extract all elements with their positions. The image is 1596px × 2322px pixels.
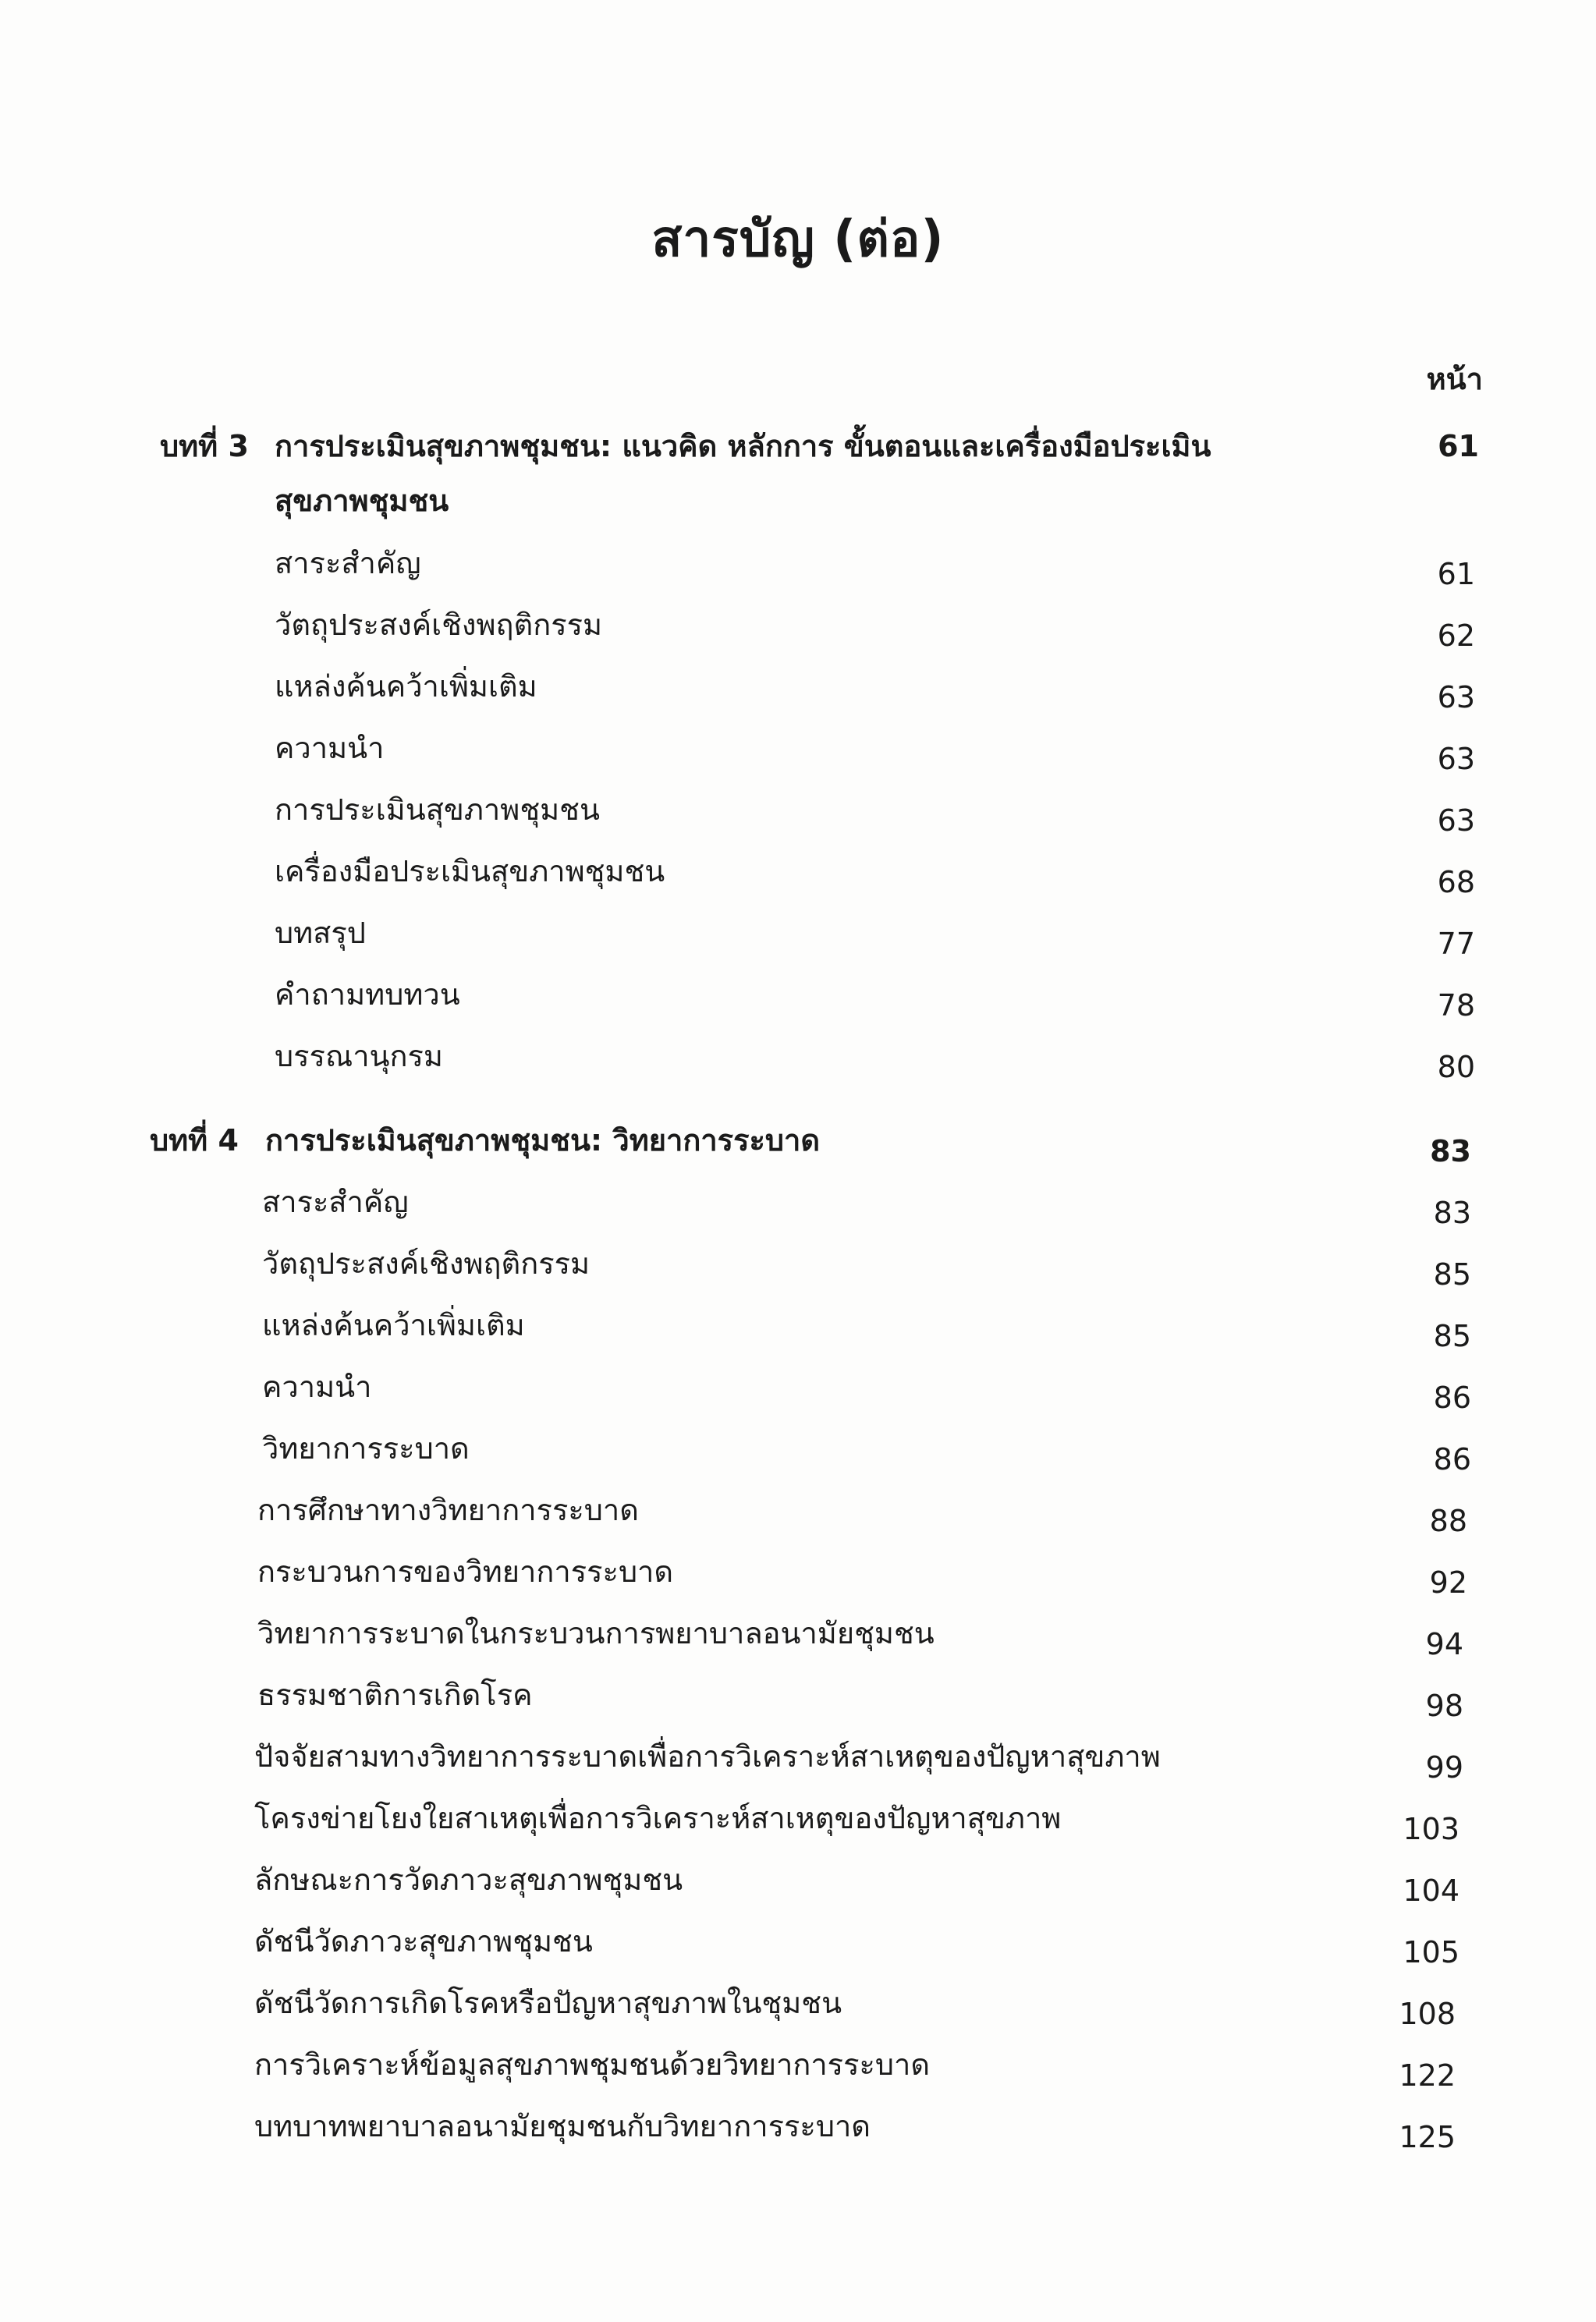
- entry-label: ปัจจัยสามทางวิทยาการระบาดเพื่อการวิเคราะห์สาเหตุของปัญหาสุขภาพ: [254, 1739, 1161, 1774]
- entry-page: 105: [1403, 1935, 1459, 1969]
- entry-label: สาระสำคัญ: [262, 1185, 409, 1219]
- entry-page: 94: [1425, 1627, 1463, 1661]
- entry-label: วัตถุประสงค์เชิงพฤติกรรม: [275, 608, 603, 642]
- toc-entry: [0, 1431, 1596, 1486]
- toc-entry: [0, 546, 1596, 601]
- chapter-title: การประเมินสุขภาพชุมชน: วิทยาการระบาด: [265, 1123, 821, 1157]
- toc-entry: [0, 1185, 1596, 1239]
- chapter-3-heading: [0, 429, 1596, 484]
- entry-page: 92: [1429, 1565, 1467, 1600]
- entry-page: 86: [1433, 1442, 1471, 1477]
- entry-label: การประเมินสุขภาพชุมชน: [275, 792, 600, 827]
- entry-label: แหล่งค้นคว้าเพิ่มเติม: [275, 669, 537, 704]
- entry-label: บทบาทพยาบาลอนามัยชุมชนกับวิทยาการระบาด: [254, 2109, 871, 2143]
- chapter-title: การประเมินสุขภาพชุมชน: แนวคิด หลักการ ขั้นตอนและเครื่องมือประเมิน: [275, 429, 1211, 463]
- toc-entry: [0, 1924, 1596, 1979]
- toc-entry: [0, 2047, 1596, 2102]
- toc-entry: [0, 608, 1596, 662]
- entry-page: 80: [1437, 1050, 1475, 1084]
- entry-page: 85: [1433, 1257, 1471, 1292]
- entry-page: 108: [1399, 1997, 1456, 2031]
- chapter-4-heading: [0, 1123, 1596, 1178]
- entry-page: 61: [1437, 557, 1475, 591]
- toc-entry: [0, 1493, 1596, 1547]
- entry-label: วิทยาการระบาด: [262, 1431, 470, 1466]
- toc-entry: [0, 977, 1596, 1032]
- entry-page: 104: [1403, 1874, 1459, 1908]
- toc-entry: [0, 1554, 1596, 1609]
- entry-page: 63: [1437, 742, 1475, 776]
- toc-entry: [0, 1246, 1596, 1301]
- entry-page: 86: [1433, 1381, 1471, 1415]
- entry-page: 63: [1437, 803, 1475, 838]
- entry-label: ลักษณะการวัดภาวะสุขภาพชุมชน: [254, 1863, 683, 1897]
- entry-label: เครื่องมือประเมินสุขภาพชุมชน: [275, 854, 665, 888]
- toc-entry: [0, 1986, 1596, 2040]
- entry-page: 63: [1437, 680, 1475, 714]
- toc-entry: [0, 1678, 1596, 1732]
- page-column-label: หน้า: [1426, 362, 1483, 396]
- chapter-tag: บทที่ 4: [150, 1123, 239, 1157]
- entry-label: ดัชนีวัดภาวะสุขภาพชุมชน: [254, 1924, 593, 1959]
- entry-page: 99: [1425, 1750, 1463, 1785]
- toc-entry: [0, 1801, 1596, 1856]
- entry-label: วัตถุประสงค์เชิงพฤติกรรม: [262, 1246, 591, 1281]
- entry-page: 85: [1433, 1319, 1471, 1353]
- entry-page: 68: [1437, 865, 1475, 899]
- entry-page: 103: [1403, 1812, 1459, 1846]
- entry-label: ความนำ: [262, 1370, 372, 1404]
- entry-label: กระบวนการของวิทยาการระบาด: [257, 1554, 674, 1589]
- toc-entry: [0, 1739, 1596, 1794]
- page-title: สารบัญ (ต่อ): [651, 211, 945, 268]
- chapter-page: 83: [1430, 1134, 1471, 1168]
- chapter-title-continued: สุขภาพชุมชน: [275, 484, 449, 518]
- toc-entry: [0, 1616, 1596, 1671]
- entry-page: 83: [1433, 1196, 1471, 1230]
- toc-entry: [0, 1863, 1596, 1917]
- toc-entry: [0, 916, 1596, 970]
- entry-page: 77: [1437, 927, 1475, 961]
- entry-label: บรรณานุกรม: [275, 1039, 443, 1073]
- toc-entry: [0, 669, 1596, 724]
- entry-label: การวิเคราะห์ข้อมูลสุขภาพชุมชนด้วยวิทยาการระบาด: [254, 2047, 931, 2082]
- entry-page: 62: [1437, 619, 1475, 653]
- toc-entry: [0, 854, 1596, 909]
- entry-page: 78: [1437, 988, 1475, 1023]
- entry-label: สาระสำคัญ: [275, 546, 421, 580]
- toc-entry: [0, 1308, 1596, 1363]
- chapter-tag: บทที่ 3: [160, 429, 249, 463]
- toc-entry: [0, 1039, 1596, 1094]
- entry-page: 98: [1425, 1689, 1463, 1723]
- chapter-3-heading-line2: [0, 484, 1596, 538]
- entry-page: 88: [1429, 1504, 1467, 1538]
- entry-label: วิทยาการระบาดในกระบวนการพยาบาลอนามัยชุมชน: [257, 1616, 935, 1650]
- entry-label: ความนำ: [275, 731, 385, 765]
- entry-label: บทสรุป: [275, 916, 366, 950]
- entry-label: การศึกษาทางวิทยาการระบาด: [257, 1493, 639, 1527]
- entry-page: 122: [1399, 2058, 1456, 2093]
- entry-label: ธรรมชาติการเกิดโรค: [257, 1678, 533, 1712]
- toc-entry: [0, 1370, 1596, 1424]
- toc-entry: [0, 792, 1596, 847]
- chapter-page: 61: [1438, 429, 1479, 463]
- entry-page: 125: [1399, 2120, 1456, 2154]
- entry-label: แหล่งค้นคว้าเพิ่มเติม: [262, 1308, 525, 1342]
- entry-label: ดัชนีวัดการเกิดโรคหรือปัญหาสุขภาพในชุมชน: [254, 1986, 842, 2020]
- entry-label: โครงข่ายโยงใยสาเหตุเพื่อการวิเคราะห์สาเหตุของปัญหาสุขภาพ: [254, 1801, 1062, 1835]
- toc-entry: [0, 2109, 1596, 2164]
- toc-entry: [0, 731, 1596, 785]
- entry-label: คำถามทบทวน: [275, 977, 460, 1012]
